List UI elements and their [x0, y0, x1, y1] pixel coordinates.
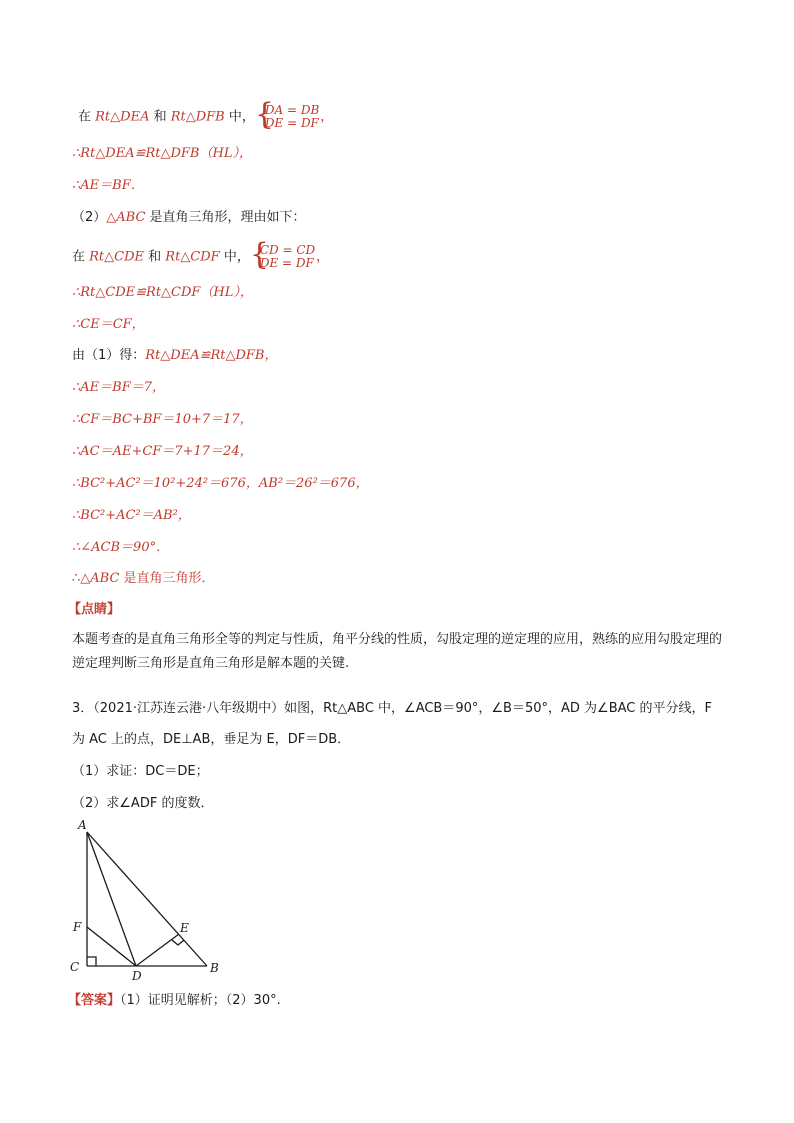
equation: DE = DF — [259, 256, 314, 270]
proof-line-4 — [72, 209, 306, 227]
proof-line-8 — [72, 347, 278, 365]
math-text: △ABC — [106, 210, 146, 225]
brace-icon: { — [254, 97, 274, 132]
answer-line — [68, 992, 281, 1010]
text: 中， — [224, 109, 255, 125]
proof-line-12: ∴BC²+AC²＝10²+24²＝676，AB²＝26²＝676， — [72, 476, 369, 491]
text: ∴ — [72, 571, 81, 586]
proof-line-10: ∴CF＝BC+BF＝10+7＝17， — [72, 412, 253, 427]
proof-line-5 — [72, 237, 330, 272]
right-angle-c-icon — [87, 957, 96, 966]
equation: DA = DB — [264, 103, 320, 117]
segment-ab — [87, 832, 207, 966]
text: 和 — [144, 249, 166, 265]
label-d: D — [132, 969, 142, 983]
proof-line-1 — [78, 97, 334, 132]
proof-line-3: ∴AE＝BF． — [72, 178, 144, 193]
math-text: Rt△DEA — [95, 109, 150, 125]
equation: DE = DF — [264, 116, 319, 130]
brace-icon: { — [249, 237, 269, 272]
text: 是直角三角形． — [119, 571, 215, 586]
text: 和 — [149, 109, 171, 125]
proof-line-7: ∴CE＝CF， — [72, 317, 145, 332]
label-f: F — [73, 920, 82, 934]
problem-question-1: （1）求证：DC＝DE； — [72, 764, 209, 779]
text: 是直角三角形，理由如下： — [145, 210, 306, 225]
proof-line-11: ∴AC＝AE+CF＝7+17＝24， — [72, 444, 253, 459]
math-text: Rt△CDF — [165, 249, 220, 265]
math-text: Rt△CDE — [89, 249, 145, 265]
text: ， — [320, 109, 334, 125]
problem-stem: 3．（2021·江苏连云港·八年级期中）如图，Rt△ABC 中，∠ACB＝90°，∠B＝50°，AD 为∠BAC 的平分线，F 为 AC 上的点，DE⊥AB，垂足为 E，DF＝DB． — [72, 701, 712, 747]
label-e: E — [180, 921, 189, 935]
proof-line-14: ∴∠ACB＝90°． — [72, 540, 170, 555]
math-text: Rt△DFB — [170, 109, 225, 125]
segment-de — [136, 934, 179, 966]
label-b: B — [210, 961, 219, 975]
problem-question-2: （2）求∠ADF 的度数． — [72, 796, 214, 811]
right-angle-e-icon — [172, 940, 184, 945]
text: 中， — [219, 249, 250, 265]
math-text: Rt△DEA≌Rt△DFB， — [145, 348, 278, 363]
text: ， — [316, 249, 330, 265]
text: （2） — [72, 210, 107, 225]
comment-heading: 【点睛】 — [68, 602, 121, 617]
label-a: A — [78, 818, 87, 832]
geometry-figure — [64, 816, 224, 983]
text: 在 — [72, 249, 90, 265]
text: 由（1）得： — [72, 348, 146, 363]
equation: CD = CD — [259, 243, 316, 257]
proof-line-15 — [72, 570, 215, 588]
math-text: △ABC — [80, 571, 120, 586]
comment-text: 本题考查的是直角三角形全等的判定与性质，角平分线的性质，勾股定理的逆定理的应用，熟练的应用勾股定理的逆定理判断三角形是直角三角形是解本题的关键. — [72, 632, 723, 671]
equation-system — [254, 97, 320, 132]
text: 在 — [78, 109, 96, 125]
proof-line-9: ∴AE＝BF＝7， — [72, 380, 165, 395]
label-c: C — [70, 960, 80, 974]
answer-heading: 【答案】 — [68, 993, 121, 1008]
answer-text: （1）证明见解析；（2）30°. — [120, 993, 281, 1008]
equation-system — [249, 237, 316, 272]
proof-line-13: ∴BC²+AC²＝AB²， — [72, 508, 191, 523]
proof-line-6: ∴Rt△CDE≌Rt△CDF（HL）， — [72, 285, 253, 300]
proof-line-2: ∴Rt△DEA≌Rt△DFB（HL）， — [72, 146, 252, 161]
